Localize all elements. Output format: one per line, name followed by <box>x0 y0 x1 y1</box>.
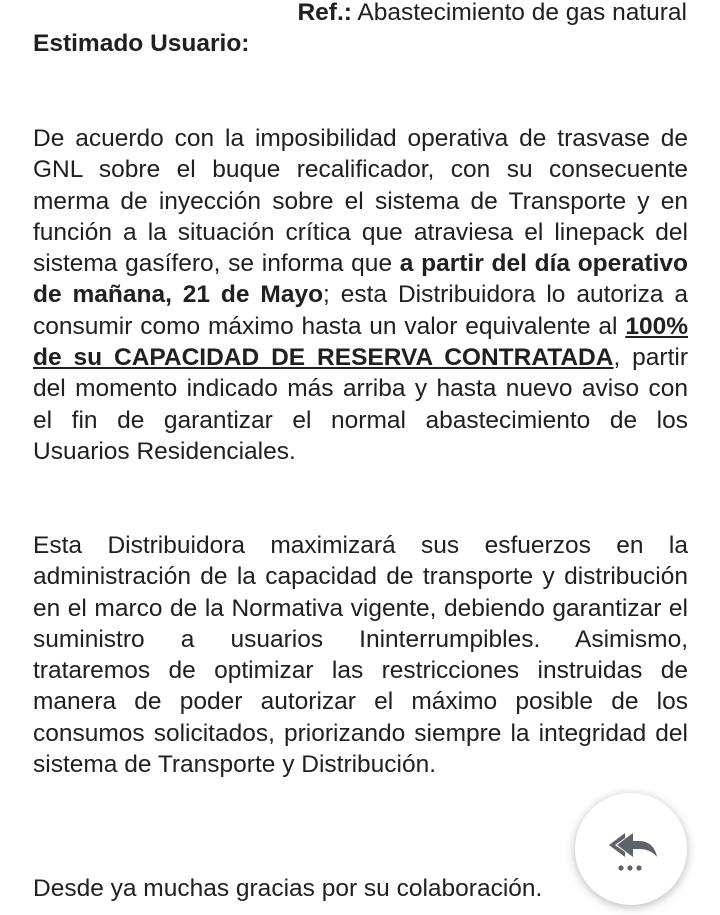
paragraph-commitment: Esta Distribuidora maximizará sus esfuerzos en la administración de la capacidad de transporte y distribución en el marco de la Normativa vigente, debiendo garantizar el suministro a usuarios Ininterrumpibles. Asimismo, trataremos de optimizar las restricciones instruidas de manera de poder autorizar el máximo posible de los consumos solicitados, priorizando siempre la integridad del sistema de Transporte y Distribución. <box>33 532 688 779</box>
ref-subject: Abastecimiento de gas natural <box>357 0 687 26</box>
paragraph-notice <box>33 123 688 467</box>
notice-text-intro: De acuerdo con la imposibilidad operativa de trasvase de GNL sobre el buque recalificador, con su consecuente merma de inyección sobre el sistema de Transporte y en función a la situación crítica que atraviesa el linepack del sistema gasífero, se informa que <box>33 125 688 278</box>
greeting: Estimado Usuario: <box>33 30 250 57</box>
reference-line <box>297 0 687 28</box>
notice-text-end: , partir del momento indicado más arriba y hasta nuevo aviso con el fin de garantizar el normal abastecimiento de los Usuarios Residenciales. <box>33 344 688 465</box>
notice-capacity-limit: 100% de su CAPACIDAD DE RESERVA CONTRATADA <box>33 312 688 372</box>
closing-text: Desde ya muchas gracias por su colaboración. <box>33 875 543 902</box>
reply-all-icon <box>603 821 659 877</box>
notice-text-middle: ; esta Distribuidora lo autoriza a consumir como máximo hasta un valor equivalente al <box>33 281 689 340</box>
notice-effective-date: a partir del día operativo de mañana, 21 de Mayo <box>33 250 688 309</box>
reply-all-button[interactable] <box>575 793 687 905</box>
ref-label: Ref.: <box>297 0 352 26</box>
